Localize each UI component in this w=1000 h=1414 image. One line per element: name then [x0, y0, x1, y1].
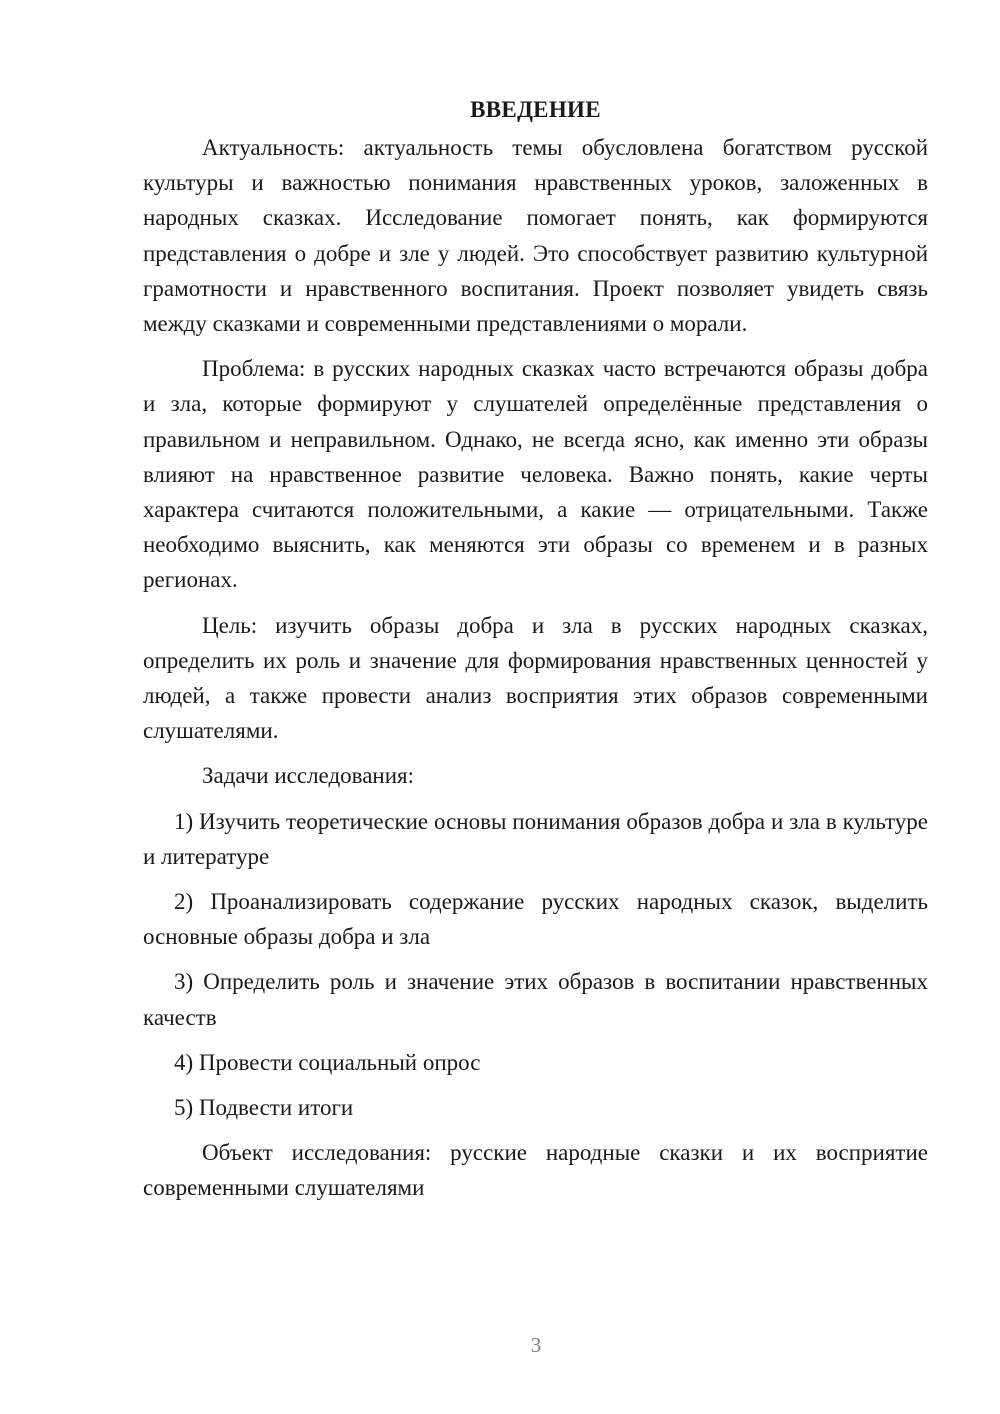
task-item: 3) Определить роль и значение этих образов в воспитании нравственных качеств	[143, 969, 928, 1030]
paragraph-relevance: Актуальность: актуальность темы обусловлена богатством русской культуры и важностью понимания нравственных уроков, заложенных в народных сказках. Исследование помогает понять, как формируются представления о добре и зле у людей. Это способствует развитию культурной грамотности и нравственного воспитания. Проект позволяет увидеть связь между сказками и современными представлениями о морали.	[143, 135, 928, 337]
paragraph-goal: Цель: изучить образы добра и зла в русских народных сказках, определить их роль и значение для формирования нравственных ценностей у людей, а также провести анализ восприятия этих образов современными слушателями.	[143, 612, 928, 744]
paragraph-problem: Проблема: в русских народных сказках часто встречаются образы добра и зла, которые формируют у слушателей определённые представления о правильном и неправильном. Однако, не всегда ясно, как именно эти образы влияют на нравственное развитие человека. Важно понять, какие черты характера считаются положительными, а какие — отрицательными. Также необходимо выяснить, как меняются эти образы со временем и в разных регионах.	[143, 356, 928, 593]
task-item: 5) Подвести итоги	[174, 1095, 354, 1121]
document-title: ВВЕДЕНИЕ	[470, 97, 601, 122]
tasks-heading: Задачи исследования:	[202, 763, 415, 789]
task-item: 4) Провести социальный опрос	[174, 1049, 481, 1075]
task-item: 1) Изучить теоретические основы понимания образов добра и зла в культуре и литературе	[143, 808, 928, 869]
paragraph-object: Объект исследования: русские народные сказки и их восприятие современными слушателями	[143, 1140, 928, 1201]
page-number: 3	[530, 1333, 542, 1357]
document-page	[143, 92, 928, 1216]
task-item: 2) Проанализировать содержание русских народных сказок, выделить основные образы добра и зла	[143, 889, 928, 950]
